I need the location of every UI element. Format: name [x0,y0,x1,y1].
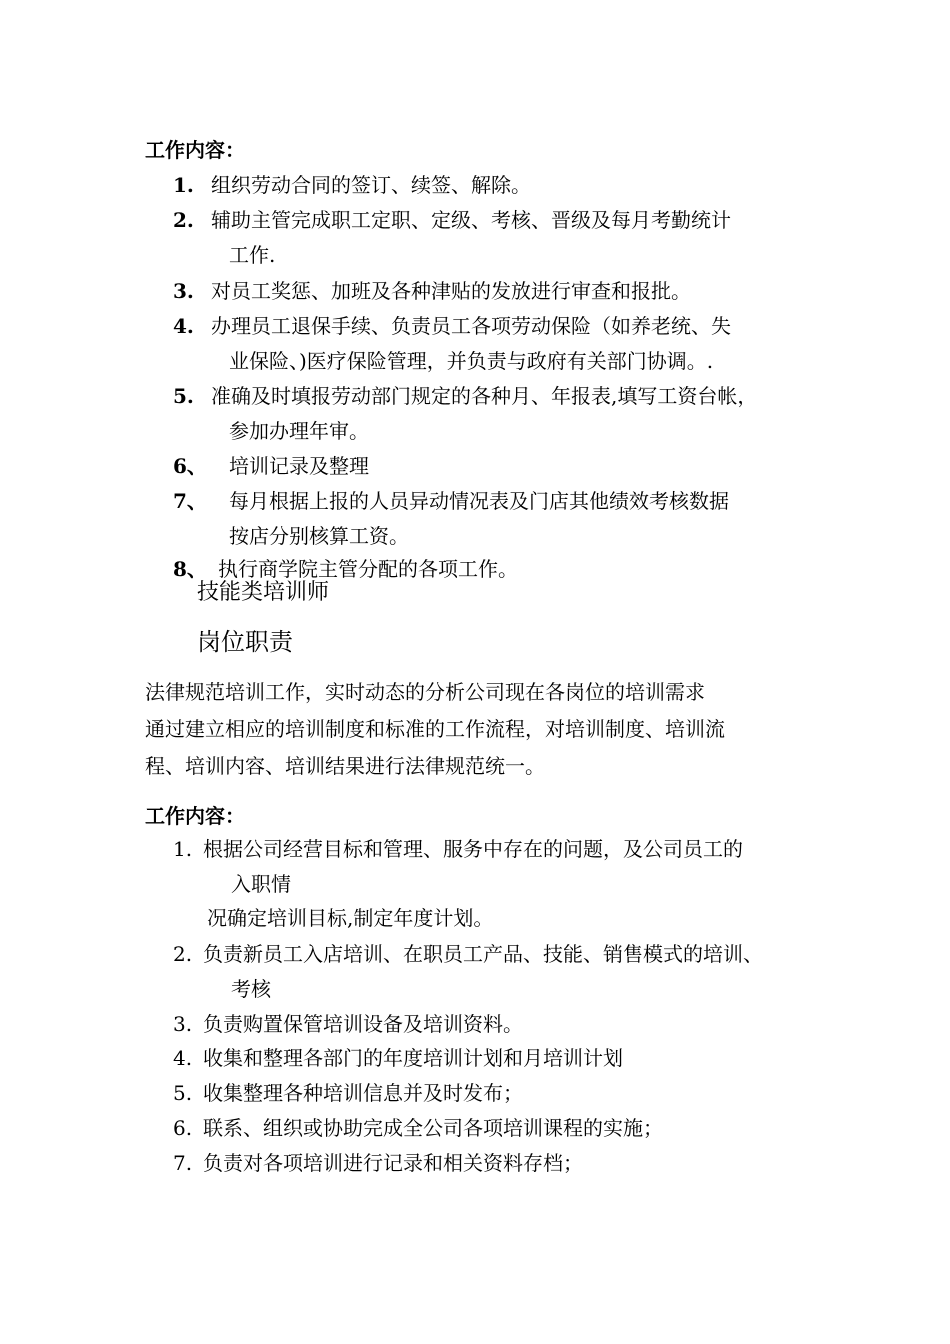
section2-item-2-text-cont: 考核 [231,977,271,1001]
section1-item-4-text-cont: 业保险、)医疗保险管理，并负责与政府有关部门协调。. [229,349,714,373]
section1-item-8-num: 8、 [173,557,207,581]
section2-item-1-text-cont-1: 入职情 [231,872,291,896]
section2-item-7-text: 负责对各项培训进行记录和相关资料存档； [203,1151,583,1175]
section1-item-7-text-cont: 按店分别核算工资。 [229,524,409,548]
section1-item-2-num: 2. [173,208,194,232]
section2-item-1-text: 根据公司经营目标和管理、服务中存在的问题，及公司员工的 [203,837,743,861]
section2-item-2-text: 负责新员工入店培训、在职员工产品、技能、销售模式的培训、 [203,942,763,966]
section1-item-5-text: 准确及时填报劳动部门规定的各种月、年报表,填写工资台帐， [211,384,758,408]
section1-item-4-num: 4. [173,314,194,338]
section2-item-4-num: 4. [173,1046,193,1070]
section2-heading: 工作内容： [145,804,245,828]
section2-item-1-num: 1. [173,837,193,861]
section2-item-4-text: 收集和整理各部门的年度培训计划和月培训计划 [203,1046,623,1070]
section1-item-1-num: 1. [173,173,194,197]
section1-item-3-text: 对员工奖惩、加班及各种津贴的发放进行审查和报批。 [211,279,691,303]
section1-item-5-num: 5. [173,384,194,408]
section1-item-6-text: 培训记录及整理 [229,454,369,478]
section2-item-2-num: 2. [173,942,193,966]
section1-item-2-text-cont: 工作. [229,243,276,267]
section2-subtitle: 岗位职责 [197,628,293,656]
section1-item-8-text: 执行商学院主管分配的各项工作。 [218,557,518,581]
section1-item-2-text: 辅助主管完成职工定职、定级、考核、晋级及每月考勤统计 [211,208,731,232]
section1-item-5-text-cont: 参加办理年审。 [229,419,369,443]
section2-item-6-num: 6. [173,1116,193,1140]
section2-item-1-text-cont-2: 况确定培训目标,制定年度计划。 [207,906,494,930]
section2-item-3-text: 负责购置保管培训设备及培训资料。 [203,1012,523,1036]
section2-item-3-num: 3. [173,1012,193,1036]
section1-item-1-text: 组织劳动合同的签订、续签、解除。 [211,173,531,197]
section1-item-3-num: 3. [173,279,194,303]
section2-paragraph-line-3: 程、培训内容、培训结果进行法律规范统一。 [145,754,545,778]
section2-item-7-num: 7. [173,1151,193,1175]
section2-item-5-text: 收集整理各种培训信息并及时发布； [203,1081,523,1105]
section2-paragraph-line-2: 通过建立相应的培训制度和标准的工作流程，对培训制度、培训流 [145,717,725,741]
section2-paragraph-line-1: 法律规范培训工作，实时动态的分析公司现在各岗位的培训需求 [145,680,705,704]
section1-item-6-num: 6、 [173,454,207,478]
section2-item-5-num: 5. [173,1081,193,1105]
section1-heading: 工作内容： [145,138,245,162]
section2-title: 技能类培训师 [197,580,330,605]
section1-item-7-num: 7、 [173,489,207,513]
section1-item-4-text: 办理员工退保手续、负责员工各项劳动保险（如养老统、失 [211,314,731,338]
section2-item-6-text: 联系、组织或协助完成全公司各项培训课程的实施； [203,1116,663,1140]
section1-item-7-text: 每月根据上报的人员异动情况表及门店其他绩效考核数据 [229,489,729,513]
